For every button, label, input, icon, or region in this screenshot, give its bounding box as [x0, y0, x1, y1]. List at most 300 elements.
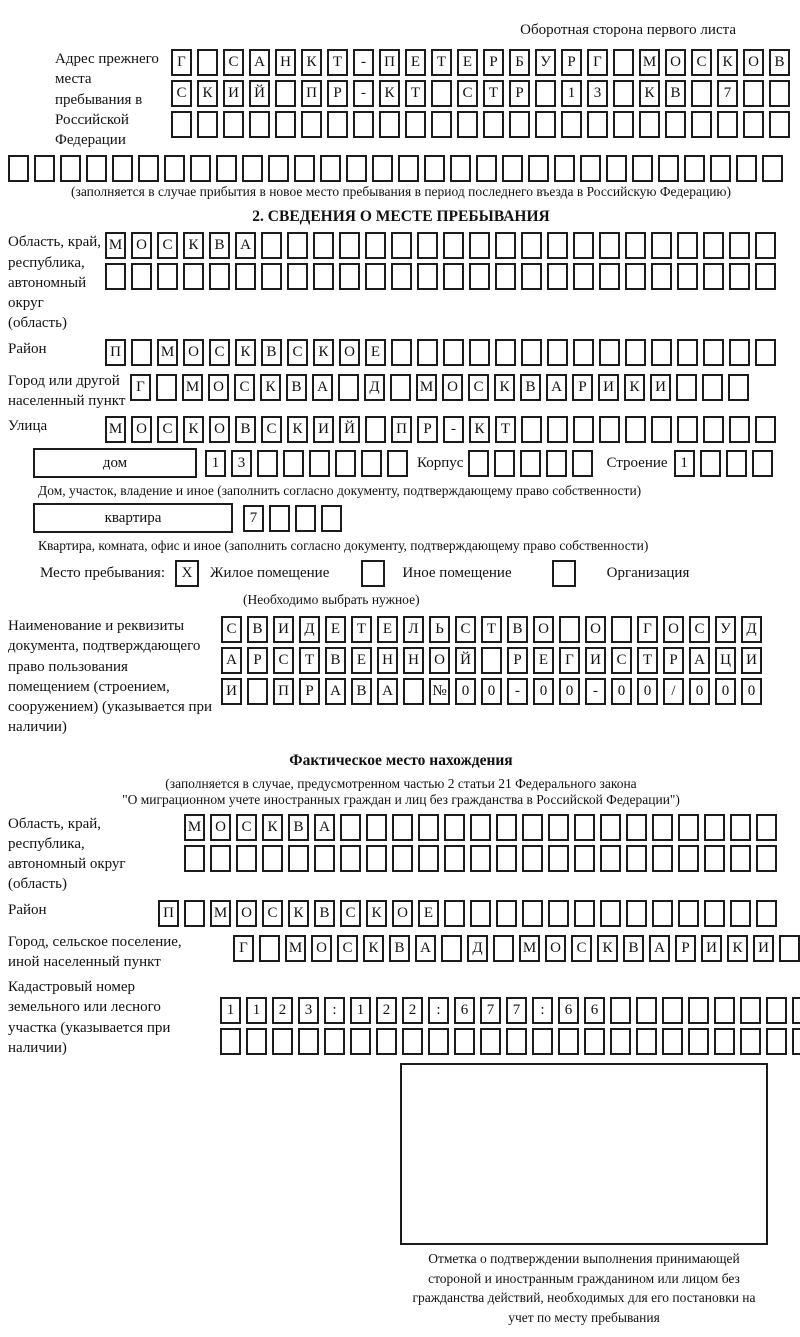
- char-box[interactable]: [600, 845, 621, 872]
- char-box[interactable]: [522, 845, 543, 872]
- char-box[interactable]: 1: [561, 80, 582, 107]
- char-box[interactable]: [269, 505, 290, 532]
- char-box[interactable]: [729, 339, 750, 366]
- char-box[interactable]: [476, 155, 497, 182]
- char-box[interactable]: [261, 263, 282, 290]
- char-box[interactable]: [613, 80, 634, 107]
- char-box[interactable]: Р: [675, 935, 696, 962]
- char-box[interactable]: Й: [339, 416, 360, 443]
- char-box[interactable]: [424, 155, 445, 182]
- char-box[interactable]: О: [183, 339, 204, 366]
- char-box[interactable]: [703, 263, 724, 290]
- char-box[interactable]: [729, 416, 750, 443]
- char-box[interactable]: [443, 339, 464, 366]
- char-box[interactable]: [736, 155, 757, 182]
- char-box[interactable]: [729, 232, 750, 259]
- char-box[interactable]: С: [223, 49, 244, 76]
- char-box[interactable]: [704, 845, 725, 872]
- char-box[interactable]: И: [598, 374, 619, 401]
- char-box[interactable]: :: [324, 997, 345, 1024]
- char-box[interactable]: С: [157, 416, 178, 443]
- char-box[interactable]: [496, 845, 517, 872]
- char-box[interactable]: Е: [533, 647, 554, 674]
- char-box[interactable]: [418, 814, 439, 841]
- char-box[interactable]: [131, 339, 152, 366]
- char-box[interactable]: Р: [247, 647, 268, 674]
- char-box[interactable]: [700, 450, 721, 477]
- char-box[interactable]: Н: [403, 647, 424, 674]
- stay-option-other-checkbox[interactable]: [361, 560, 390, 587]
- char-box[interactable]: Р: [561, 49, 582, 76]
- char-box[interactable]: Т: [351, 616, 372, 643]
- char-box[interactable]: В: [261, 339, 282, 366]
- char-box[interactable]: [340, 814, 361, 841]
- char-box[interactable]: К: [727, 935, 748, 962]
- char-box[interactable]: [756, 900, 777, 927]
- char-box[interactable]: [743, 80, 764, 107]
- char-box[interactable]: Ь: [429, 616, 450, 643]
- char-box[interactable]: [702, 374, 723, 401]
- char-box[interactable]: [496, 900, 517, 927]
- char-box[interactable]: [366, 814, 387, 841]
- char-box[interactable]: 3: [231, 450, 252, 477]
- char-box[interactable]: [379, 111, 400, 138]
- char-box[interactable]: Г: [171, 49, 192, 76]
- char-box[interactable]: [756, 814, 777, 841]
- char-box[interactable]: [209, 263, 230, 290]
- char-box[interactable]: [573, 416, 594, 443]
- char-box[interactable]: С: [337, 935, 358, 962]
- char-box[interactable]: [402, 1028, 423, 1055]
- char-box[interactable]: [34, 155, 55, 182]
- char-box[interactable]: [704, 814, 725, 841]
- char-box[interactable]: О: [311, 935, 332, 962]
- char-box[interactable]: Р: [483, 49, 504, 76]
- char-box[interactable]: [309, 450, 330, 477]
- char-box[interactable]: К: [366, 900, 387, 927]
- char-box[interactable]: -: [585, 678, 606, 705]
- char-box[interactable]: [272, 1028, 293, 1055]
- char-box[interactable]: [346, 155, 367, 182]
- char-box[interactable]: [157, 263, 178, 290]
- char-box[interactable]: [584, 1028, 605, 1055]
- char-box[interactable]: [480, 1028, 501, 1055]
- char-box[interactable]: О: [339, 339, 360, 366]
- char-box[interactable]: [431, 80, 452, 107]
- char-box[interactable]: Т: [637, 647, 658, 674]
- char-box[interactable]: [313, 263, 334, 290]
- char-box[interactable]: [703, 416, 724, 443]
- char-box[interactable]: [521, 339, 542, 366]
- char-box[interactable]: Т: [405, 80, 426, 107]
- char-box[interactable]: О: [663, 616, 684, 643]
- char-box[interactable]: А: [235, 232, 256, 259]
- char-box[interactable]: [190, 155, 211, 182]
- char-box[interactable]: Д: [741, 616, 762, 643]
- char-box[interactable]: 0: [715, 678, 736, 705]
- char-box[interactable]: [766, 997, 787, 1024]
- char-box[interactable]: В: [507, 616, 528, 643]
- char-box[interactable]: У: [535, 49, 556, 76]
- char-box[interactable]: [454, 1028, 475, 1055]
- char-box[interactable]: [522, 900, 543, 927]
- char-box[interactable]: [392, 845, 413, 872]
- char-box[interactable]: [599, 339, 620, 366]
- char-box[interactable]: [450, 155, 471, 182]
- char-box[interactable]: №: [429, 678, 450, 705]
- char-box[interactable]: [756, 845, 777, 872]
- char-box[interactable]: К: [288, 900, 309, 927]
- char-box[interactable]: [314, 845, 335, 872]
- char-box[interactable]: Г: [130, 374, 151, 401]
- char-box[interactable]: К: [313, 339, 334, 366]
- char-box[interactable]: [417, 339, 438, 366]
- char-box[interactable]: [639, 111, 660, 138]
- char-box[interactable]: [779, 935, 800, 962]
- char-box[interactable]: [295, 505, 316, 532]
- char-box[interactable]: А: [546, 374, 567, 401]
- char-box[interactable]: [324, 1028, 345, 1055]
- char-box[interactable]: [223, 111, 244, 138]
- char-box[interactable]: Р: [327, 80, 348, 107]
- char-box[interactable]: Е: [377, 616, 398, 643]
- char-box[interactable]: [535, 111, 556, 138]
- char-box[interactable]: В: [209, 232, 230, 259]
- char-box[interactable]: М: [519, 935, 540, 962]
- char-box[interactable]: М: [105, 232, 126, 259]
- char-box[interactable]: [391, 232, 412, 259]
- char-box[interactable]: Й: [455, 647, 476, 674]
- char-box[interactable]: К: [183, 232, 204, 259]
- char-box[interactable]: С: [455, 616, 476, 643]
- char-box[interactable]: К: [197, 80, 218, 107]
- char-box[interactable]: [495, 232, 516, 259]
- char-box[interactable]: [521, 232, 542, 259]
- char-box[interactable]: [60, 155, 81, 182]
- char-box[interactable]: [547, 416, 568, 443]
- char-box[interactable]: [183, 263, 204, 290]
- char-box[interactable]: [574, 845, 595, 872]
- char-box[interactable]: Т: [431, 49, 452, 76]
- char-box[interactable]: 7: [717, 80, 738, 107]
- char-box[interactable]: В: [288, 814, 309, 841]
- char-box[interactable]: 3: [587, 80, 608, 107]
- char-box[interactable]: [528, 155, 549, 182]
- char-box[interactable]: С: [171, 80, 192, 107]
- char-box[interactable]: С: [691, 49, 712, 76]
- char-box[interactable]: Е: [365, 339, 386, 366]
- char-box[interactable]: Г: [587, 49, 608, 76]
- char-box[interactable]: [762, 155, 783, 182]
- char-box[interactable]: [350, 1028, 371, 1055]
- char-box[interactable]: Й: [249, 80, 270, 107]
- char-box[interactable]: 0: [455, 678, 476, 705]
- char-box[interactable]: [548, 845, 569, 872]
- char-box[interactable]: Е: [351, 647, 372, 674]
- char-box[interactable]: [443, 232, 464, 259]
- char-box[interactable]: [652, 814, 673, 841]
- char-box[interactable]: [559, 616, 580, 643]
- char-box[interactable]: 6: [584, 997, 605, 1024]
- char-box[interactable]: У: [715, 616, 736, 643]
- char-box[interactable]: [249, 111, 270, 138]
- char-box[interactable]: Е: [405, 49, 426, 76]
- char-box[interactable]: [714, 997, 735, 1024]
- char-box[interactable]: [599, 263, 620, 290]
- char-box[interactable]: И: [701, 935, 722, 962]
- char-box[interactable]: [651, 263, 672, 290]
- char-box[interactable]: М: [105, 416, 126, 443]
- char-box[interactable]: [752, 450, 773, 477]
- char-box[interactable]: [792, 997, 800, 1024]
- char-box[interactable]: [636, 997, 657, 1024]
- char-box[interactable]: [275, 80, 296, 107]
- char-box[interactable]: [632, 155, 653, 182]
- char-box[interactable]: Г: [637, 616, 658, 643]
- char-box[interactable]: [678, 814, 699, 841]
- char-box[interactable]: [676, 374, 697, 401]
- char-box[interactable]: [339, 263, 360, 290]
- char-box[interactable]: Ц: [715, 647, 736, 674]
- char-box[interactable]: Т: [299, 647, 320, 674]
- char-box[interactable]: [457, 111, 478, 138]
- char-box[interactable]: М: [182, 374, 203, 401]
- char-box[interactable]: [688, 997, 709, 1024]
- char-box[interactable]: 2: [402, 997, 423, 1024]
- char-box[interactable]: [532, 1028, 553, 1055]
- char-box[interactable]: В: [520, 374, 541, 401]
- char-box[interactable]: [703, 339, 724, 366]
- char-box[interactable]: О: [743, 49, 764, 76]
- char-box[interactable]: [704, 900, 725, 927]
- char-box[interactable]: Р: [572, 374, 593, 401]
- char-box[interactable]: -: [353, 49, 374, 76]
- char-box[interactable]: Г: [233, 935, 254, 962]
- char-box[interactable]: К: [469, 416, 490, 443]
- char-box[interactable]: А: [377, 678, 398, 705]
- char-box[interactable]: [164, 155, 185, 182]
- char-box[interactable]: -: [353, 80, 374, 107]
- char-box[interactable]: [547, 232, 568, 259]
- char-box[interactable]: 2: [272, 997, 293, 1024]
- char-box[interactable]: В: [389, 935, 410, 962]
- char-box[interactable]: [626, 814, 647, 841]
- char-box[interactable]: О: [131, 416, 152, 443]
- char-box[interactable]: [740, 997, 761, 1024]
- char-box[interactable]: С: [236, 814, 257, 841]
- char-box[interactable]: [469, 263, 490, 290]
- char-box[interactable]: К: [260, 374, 281, 401]
- char-box[interactable]: [728, 374, 749, 401]
- char-box[interactable]: А: [325, 678, 346, 705]
- char-box[interactable]: [600, 814, 621, 841]
- char-box[interactable]: -: [507, 678, 528, 705]
- char-box[interactable]: О: [210, 814, 231, 841]
- char-box[interactable]: [366, 845, 387, 872]
- char-box[interactable]: [105, 263, 126, 290]
- char-box[interactable]: [572, 450, 593, 477]
- char-box[interactable]: А: [249, 49, 270, 76]
- char-box[interactable]: [547, 339, 568, 366]
- char-box[interactable]: Е: [457, 49, 478, 76]
- char-box[interactable]: С: [273, 647, 294, 674]
- char-box[interactable]: [257, 450, 278, 477]
- char-box[interactable]: [283, 450, 304, 477]
- char-box[interactable]: К: [717, 49, 738, 76]
- char-box[interactable]: 1: [220, 997, 241, 1024]
- char-box[interactable]: О: [429, 647, 450, 674]
- char-box[interactable]: Л: [403, 616, 424, 643]
- char-box[interactable]: А: [415, 935, 436, 962]
- char-box[interactable]: [242, 155, 263, 182]
- char-box[interactable]: [554, 155, 575, 182]
- char-box[interactable]: 3: [298, 997, 319, 1024]
- char-box[interactable]: О: [665, 49, 686, 76]
- char-box[interactable]: О: [545, 935, 566, 962]
- stay-option-organization-checkbox[interactable]: [552, 560, 581, 587]
- char-box[interactable]: [587, 111, 608, 138]
- char-box[interactable]: [444, 900, 465, 927]
- char-box[interactable]: [684, 155, 705, 182]
- char-box[interactable]: [138, 155, 159, 182]
- char-box[interactable]: [558, 1028, 579, 1055]
- char-box[interactable]: [665, 111, 686, 138]
- char-box[interactable]: [652, 845, 673, 872]
- char-box[interactable]: [626, 845, 647, 872]
- char-box[interactable]: [313, 232, 334, 259]
- char-box[interactable]: [390, 374, 411, 401]
- char-box[interactable]: [651, 339, 672, 366]
- char-box[interactable]: [599, 416, 620, 443]
- char-box[interactable]: [506, 1028, 527, 1055]
- char-box[interactable]: [662, 997, 683, 1024]
- char-box[interactable]: О: [236, 900, 257, 927]
- char-box[interactable]: [468, 450, 489, 477]
- char-box[interactable]: [431, 111, 452, 138]
- char-box[interactable]: [755, 232, 776, 259]
- char-box[interactable]: Т: [327, 49, 348, 76]
- char-box[interactable]: Р: [663, 647, 684, 674]
- char-box[interactable]: К: [363, 935, 384, 962]
- char-box[interactable]: [495, 263, 516, 290]
- char-box[interactable]: [651, 416, 672, 443]
- char-box[interactable]: [470, 900, 491, 927]
- char-box[interactable]: [766, 1028, 787, 1055]
- char-box[interactable]: И: [313, 416, 334, 443]
- char-box[interactable]: 0: [637, 678, 658, 705]
- char-box[interactable]: [652, 900, 673, 927]
- char-box[interactable]: [236, 845, 257, 872]
- char-box[interactable]: Р: [417, 416, 438, 443]
- char-box[interactable]: А: [314, 814, 335, 841]
- char-box[interactable]: И: [753, 935, 774, 962]
- char-box[interactable]: [294, 155, 315, 182]
- char-box[interactable]: [287, 263, 308, 290]
- char-box[interactable]: [469, 339, 490, 366]
- char-box[interactable]: [8, 155, 29, 182]
- char-box[interactable]: [112, 155, 133, 182]
- char-box[interactable]: [496, 814, 517, 841]
- char-box[interactable]: Б: [509, 49, 530, 76]
- char-box[interactable]: [495, 339, 516, 366]
- char-box[interactable]: 0: [611, 678, 632, 705]
- char-box[interactable]: [509, 111, 530, 138]
- char-box[interactable]: С: [457, 80, 478, 107]
- char-box[interactable]: [580, 155, 601, 182]
- char-box[interactable]: [340, 845, 361, 872]
- char-box[interactable]: [688, 1028, 709, 1055]
- char-box[interactable]: [769, 111, 790, 138]
- char-box[interactable]: Н: [377, 647, 398, 674]
- char-box[interactable]: И: [223, 80, 244, 107]
- char-box[interactable]: [494, 450, 515, 477]
- char-box[interactable]: [662, 1028, 683, 1055]
- char-box[interactable]: [626, 900, 647, 927]
- char-box[interactable]: О: [442, 374, 463, 401]
- char-box[interactable]: [417, 232, 438, 259]
- char-box[interactable]: Р: [299, 678, 320, 705]
- char-box[interactable]: [131, 263, 152, 290]
- char-box[interactable]: К: [639, 80, 660, 107]
- char-box[interactable]: [338, 374, 359, 401]
- char-box[interactable]: О: [585, 616, 606, 643]
- char-box[interactable]: 7: [243, 505, 264, 532]
- char-box[interactable]: К: [235, 339, 256, 366]
- char-box[interactable]: [470, 845, 491, 872]
- char-box[interactable]: В: [235, 416, 256, 443]
- char-box[interactable]: М: [639, 49, 660, 76]
- char-box[interactable]: [606, 155, 627, 182]
- char-box[interactable]: 0: [689, 678, 710, 705]
- char-box[interactable]: [625, 339, 646, 366]
- char-box[interactable]: [339, 232, 360, 259]
- char-box[interactable]: [387, 450, 408, 477]
- char-box[interactable]: А: [689, 647, 710, 674]
- char-box[interactable]: 6: [558, 997, 579, 1024]
- char-box[interactable]: И: [273, 616, 294, 643]
- char-box[interactable]: 1: [674, 450, 695, 477]
- char-box[interactable]: :: [532, 997, 553, 1024]
- char-box[interactable]: [417, 263, 438, 290]
- char-box[interactable]: [391, 263, 412, 290]
- char-box[interactable]: [625, 263, 646, 290]
- char-box[interactable]: [625, 232, 646, 259]
- char-box[interactable]: [246, 1028, 267, 1055]
- char-box[interactable]: [714, 1028, 735, 1055]
- char-box[interactable]: С: [234, 374, 255, 401]
- char-box[interactable]: [235, 263, 256, 290]
- char-box[interactable]: М: [416, 374, 437, 401]
- char-box[interactable]: [216, 155, 237, 182]
- char-box[interactable]: [184, 900, 205, 927]
- char-box[interactable]: [86, 155, 107, 182]
- char-box[interactable]: Т: [481, 616, 502, 643]
- char-box[interactable]: [729, 263, 750, 290]
- char-box[interactable]: [636, 1028, 657, 1055]
- char-box[interactable]: [365, 263, 386, 290]
- char-box[interactable]: [769, 80, 790, 107]
- char-box[interactable]: [184, 845, 205, 872]
- char-box[interactable]: [535, 80, 556, 107]
- char-box[interactable]: -: [443, 416, 464, 443]
- char-box[interactable]: [197, 111, 218, 138]
- char-box[interactable]: О: [392, 900, 413, 927]
- char-box[interactable]: С: [221, 616, 242, 643]
- char-box[interactable]: [677, 263, 698, 290]
- char-box[interactable]: [391, 339, 412, 366]
- char-box[interactable]: [573, 339, 594, 366]
- char-box[interactable]: И: [741, 647, 762, 674]
